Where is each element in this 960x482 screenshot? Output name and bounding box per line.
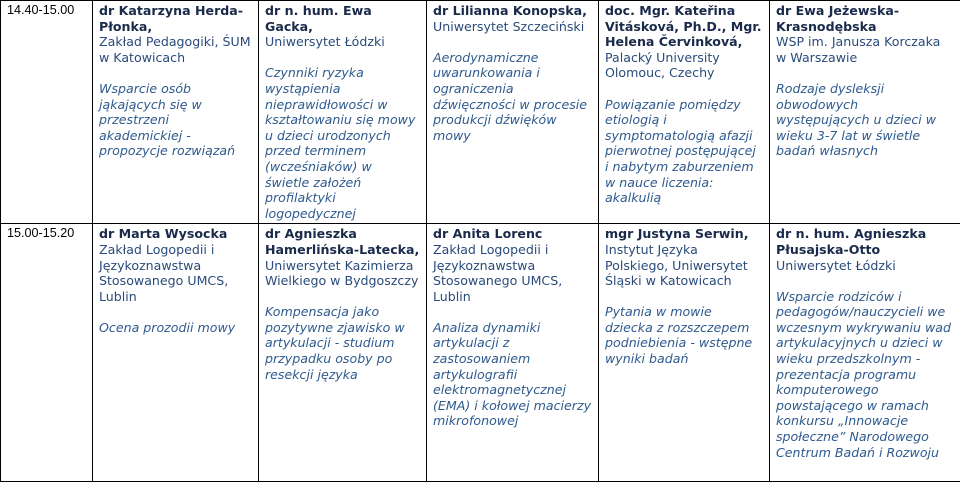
schedule-row bbox=[1, 224, 960, 482]
session-cell bbox=[93, 1, 259, 224]
talk-title: Wsparcie osób jąkających się w przestrzeni akademickiej - propozycje rozwiązań bbox=[99, 81, 252, 159]
speaker-name: dr Katarzyna Herda-Płonka, bbox=[99, 3, 252, 34]
schedule-row bbox=[1, 1, 960, 224]
session-cell bbox=[427, 224, 599, 482]
speaker-name: dr Ewa Jeżewska-Krasnodębska bbox=[776, 3, 954, 34]
talk-title: Wsparcie rodziców i pedagogów/nauczycieli we wczesnym wykrywaniu wad artykulacyjnych u dzieci w wieku przedszkolnym - prezentacja programu komputerowego powstającego w ramach konkursu „Innowacje społeczne” Narodowego Centrum Badań i Rozwoju bbox=[776, 289, 954, 461]
speaker-name: dr Anita Lorenc bbox=[433, 226, 592, 242]
speaker-affiliation: WSP im. Janusza Korczaka w Warszawie bbox=[776, 34, 954, 65]
talk-title: Analiza dynamiki artykulacji z zastosowaniem artykulografii elektromagnetycznej (EMA) i kołowej macierzy mikrofonowej bbox=[433, 320, 592, 429]
speaker-affiliation: Zakład Pedagogiki, ŚUM w Katowicach bbox=[99, 34, 252, 65]
speaker-affiliation: Uniwersytet Kazimierza Wielkiego w Bydgoszczy bbox=[265, 258, 420, 289]
talk-title: Ocena prozodii mowy bbox=[99, 320, 252, 336]
session-cell bbox=[599, 224, 770, 482]
speaker-name: dr Agnieszka Hamerlińska-Latecka, bbox=[265, 226, 420, 257]
session-cell bbox=[259, 1, 427, 224]
speaker-affiliation: Palacký University Olomouc, Czechy bbox=[605, 50, 763, 81]
speaker-affiliation: Uniwersytet Łódzki bbox=[265, 34, 420, 50]
speaker-affiliation: Uniwersytet Szczeciński bbox=[433, 19, 592, 35]
talk-title: Aerodynamiczne uwarunkowania i ograniczenia dźwięczności w procesie produkcji dźwięków mowy bbox=[433, 50, 592, 144]
time-slot: 14.40-15.00 bbox=[1, 1, 93, 224]
speaker-affiliation: Zakład Logopedii i Językoznawstwa Stosowanego UMCS, Lublin bbox=[99, 242, 252, 304]
speaker-name: dr n. hum. Ewa Gacka, bbox=[265, 3, 420, 34]
speaker-name: dr Lilianna Konopska, bbox=[433, 3, 592, 19]
talk-title: Kompensacja jako pozytywne zjawisko w artykulacji - studium przypadku osoby po resekcji języka bbox=[265, 304, 420, 382]
speaker-name: dr n. hum. Agnieszka Płusajska-Otto bbox=[776, 226, 954, 257]
session-cell bbox=[259, 224, 427, 482]
session-cell bbox=[599, 1, 770, 224]
session-cell bbox=[93, 224, 259, 482]
talk-title: Pytania w mowie dziecka z rozszczepem podniebienia - wstępne wyniki badań bbox=[605, 304, 763, 366]
speaker-name: doc. Mgr. Kateřina Vitásková, Ph.D., Mgr. Helena Červinková, bbox=[605, 3, 763, 50]
talk-title: Czynniki ryzyka wystąpienia nieprawidłowości w kształtowaniu się mowy u dzieci urodzonych przed terminem (wcześniaków) w świetle założeń profilaktyki logopedycznej bbox=[265, 65, 420, 221]
talk-title: Powiązanie pomiędzy etiologią i symptomatologią afazji pierwotnej postępującej i nabytym zaburzeniem w nauce liczenia: akalkulią bbox=[605, 97, 763, 206]
session-cell bbox=[770, 1, 960, 224]
session-cell bbox=[427, 1, 599, 224]
speaker-affiliation: Uniwersytet Łódzki bbox=[776, 258, 954, 274]
speaker-affiliation: Instytut Języka Polskiego, Uniwersytet Śląski w Katowicach bbox=[605, 242, 763, 289]
session-cell bbox=[770, 224, 960, 482]
speaker-name: mgr Justyna Serwin, bbox=[605, 226, 763, 242]
speaker-name: dr Marta Wysocka bbox=[99, 226, 252, 242]
time-slot: 15.00-15.20 bbox=[1, 224, 93, 482]
talk-title: Rodzaje dysleksji obwodowych występujących u dzieci w wieku 3-7 lat w świetle badań własnych bbox=[776, 81, 954, 159]
speaker-affiliation: Zakład Logopedii i Językoznawstwa Stosowanego UMCS, Lublin bbox=[433, 242, 592, 304]
